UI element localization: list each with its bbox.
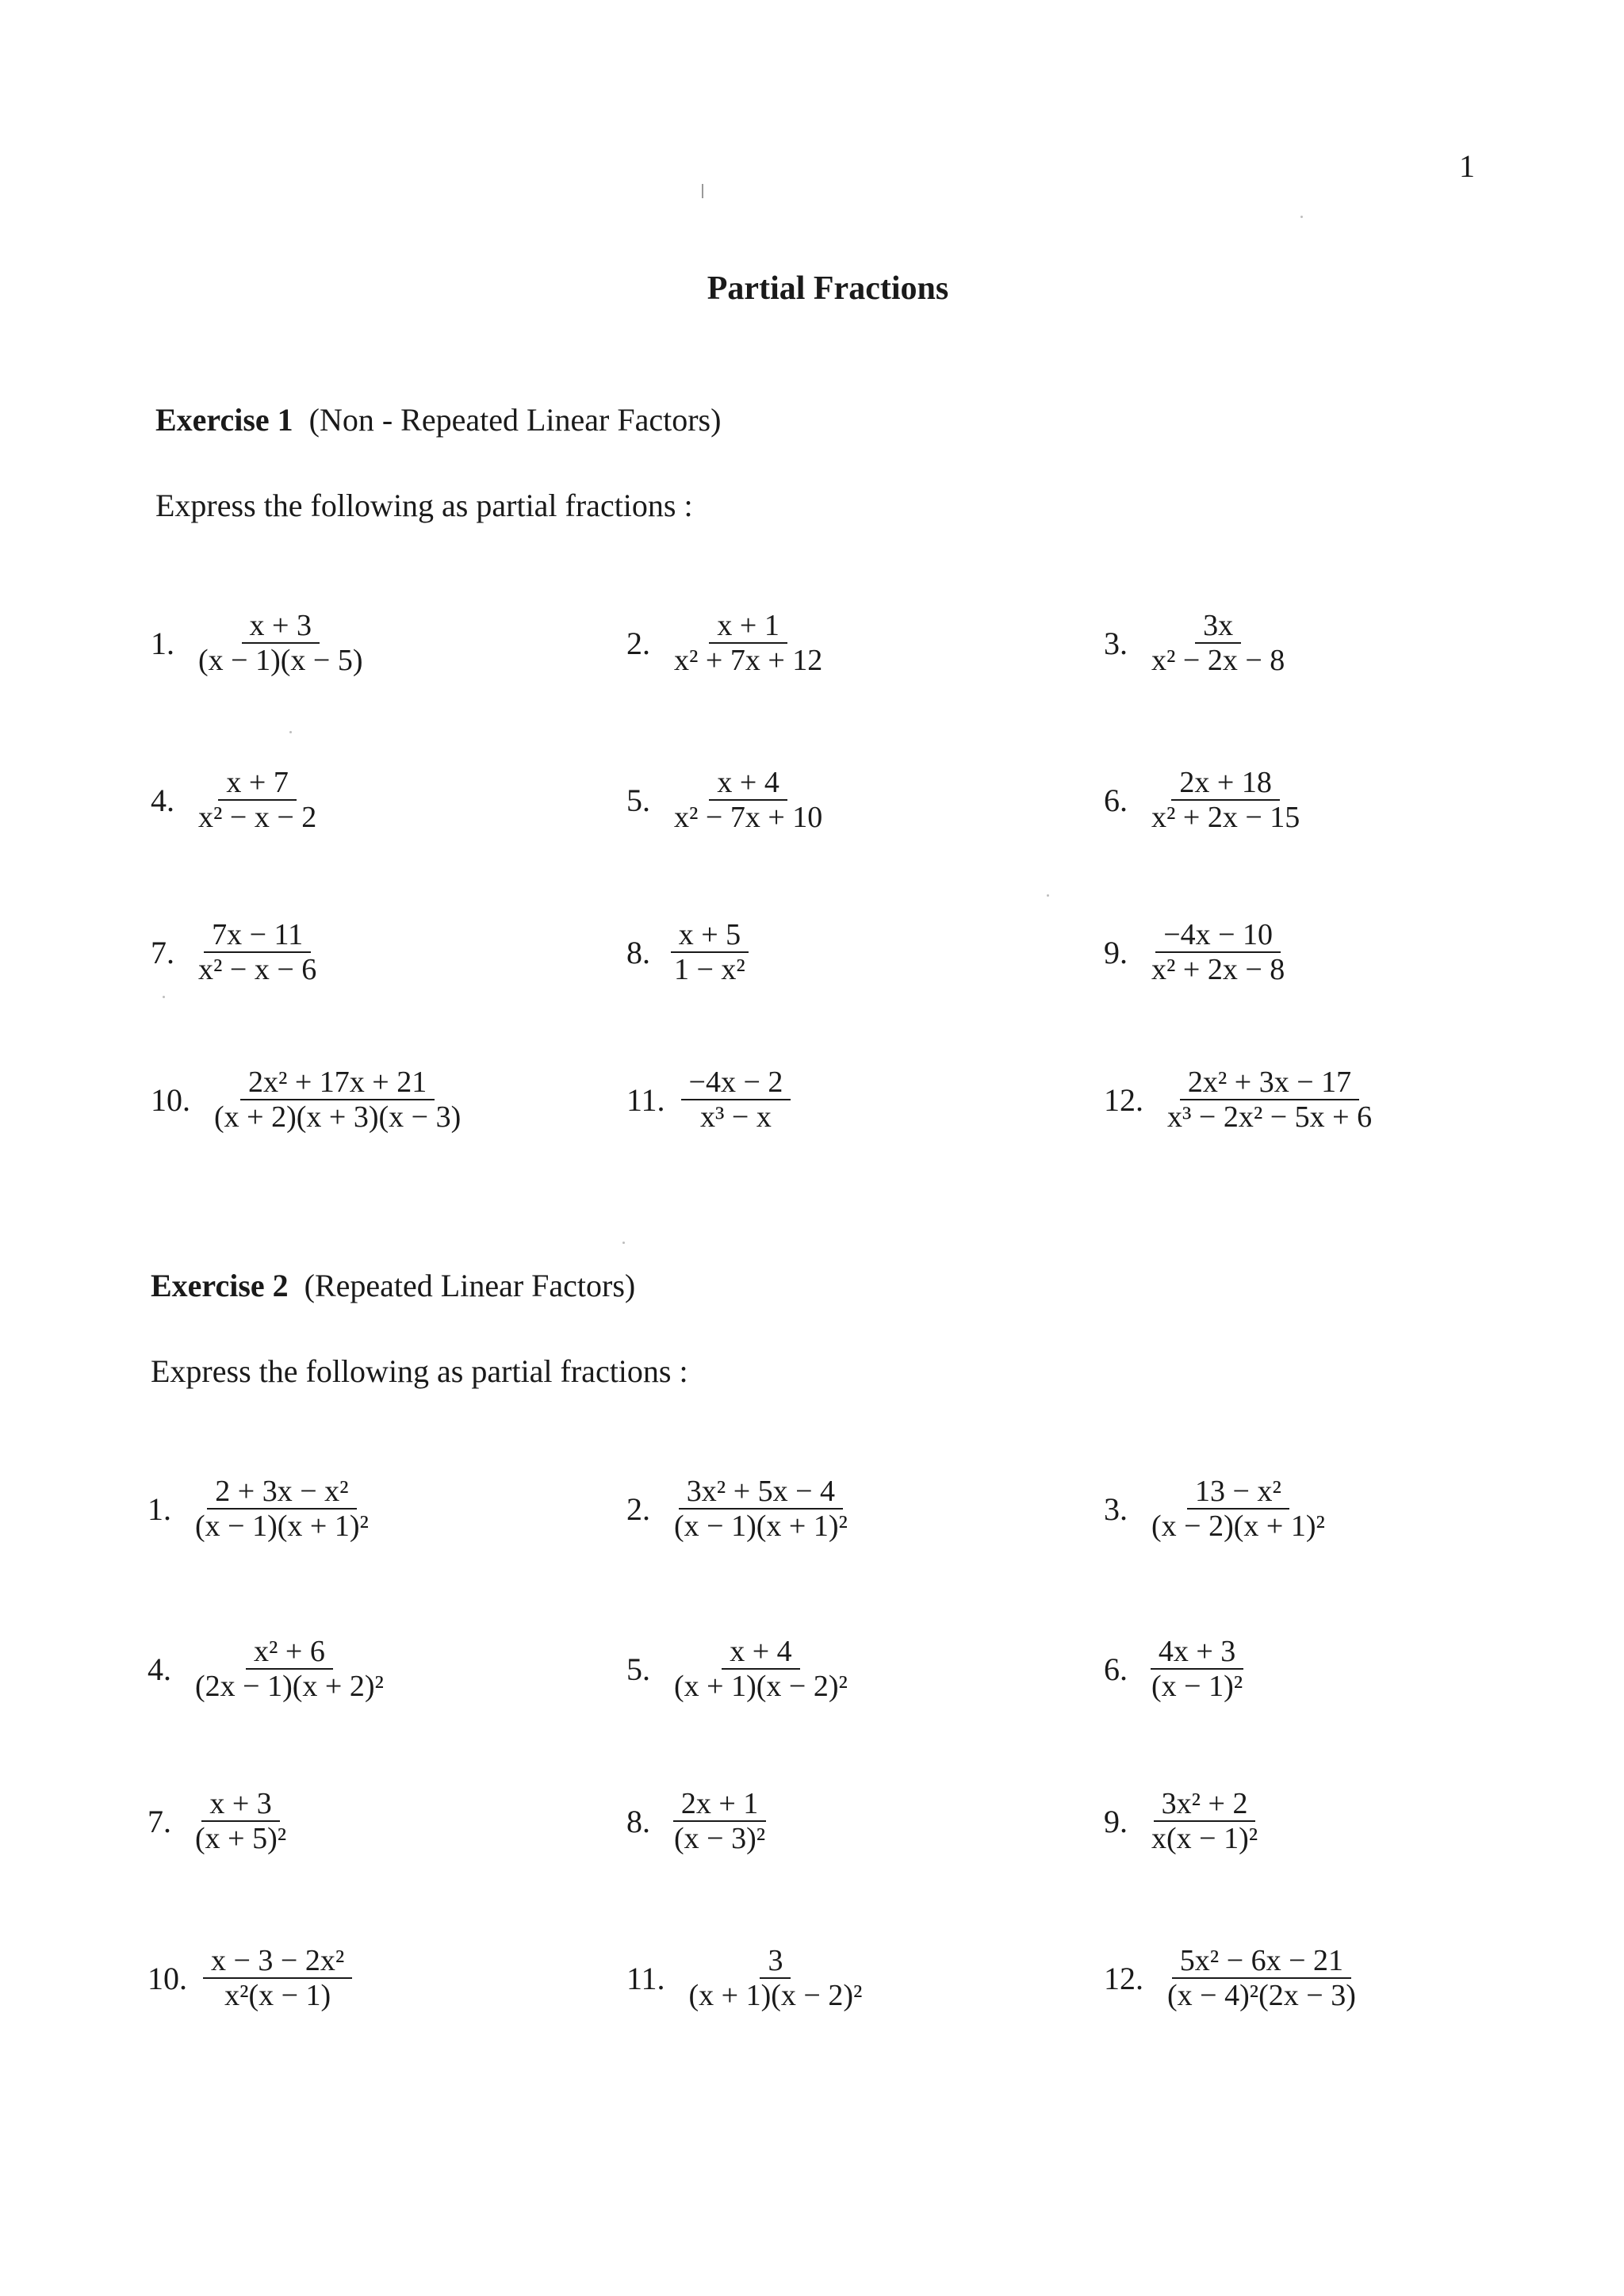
fraction [1143,767,1308,834]
problem-item [626,767,830,834]
fraction-denominator: x² − x − 6 [198,952,317,986]
problem-item [147,1946,352,2012]
problem-number: 10. [151,1082,190,1119]
problem-item [1104,1067,1380,1134]
fraction [1143,1476,1333,1543]
problem-number: 2. [626,1491,650,1528]
fraction-denominator: 1 − x² [674,952,745,986]
fraction-denominator: (x − 1)(x − 5) [198,643,363,677]
fraction-numerator: 2x + 1 [673,1789,766,1822]
fraction-numerator: 13 − x² [1187,1476,1289,1510]
fraction [190,610,370,677]
fraction [666,1636,856,1703]
problem-item [151,767,324,834]
fraction-denominator: (x + 2)(x + 3)(x − 3) [214,1100,462,1134]
fraction-numerator: x + 4 [722,1636,799,1670]
problem-number: 1. [151,626,174,662]
problem-item [147,1789,294,1855]
fraction-numerator: 2 + 3x − x² [207,1476,356,1510]
exercise-2-subtitle: (Repeated Linear Factors) [304,1268,636,1303]
fraction-numerator: x + 7 [218,767,296,801]
problem-number: 10. [147,1961,187,1997]
problem-number: 6. [1104,783,1128,819]
fraction [187,1636,392,1703]
problem-item [151,1067,469,1134]
fraction [190,920,324,986]
fraction [681,1946,871,2012]
fraction-denominator: x² + 2x − 8 [1151,952,1285,986]
problem-item [1104,920,1293,986]
fraction-denominator: (x − 2)(x + 1)² [1151,1509,1325,1543]
problem-item [626,920,753,986]
fraction [666,1476,856,1543]
fraction [1143,610,1293,677]
fraction-denominator: (x − 1)(x + 1)² [195,1509,369,1543]
fraction-numerator: −4x − 2 [681,1067,791,1100]
fraction [666,1789,773,1855]
problem-number: 2. [626,626,650,662]
problem-number: 3. [1104,626,1128,662]
fraction-numerator: 2x + 18 [1171,767,1279,801]
fraction-numerator: 3x² + 5x − 4 [679,1476,843,1510]
fraction [681,1067,791,1134]
fraction [1143,1789,1266,1855]
problem-number: 5. [626,1651,650,1688]
fraction-denominator: (x − 3)² [674,1821,766,1855]
fraction-denominator: (x − 4)²(2x − 3) [1167,1978,1356,2012]
fraction-numerator: 4x + 3 [1151,1636,1243,1670]
problem-number: 7. [147,1804,171,1840]
fraction [190,767,324,834]
problem-item [1104,1636,1251,1703]
exercise-1-subtitle: (Non - Repeated Linear Factors) [308,402,722,438]
problem-number: 11. [626,1082,665,1119]
problem-item [1104,1789,1266,1855]
fraction-denominator: x²(x − 1) [224,1978,331,2012]
fraction [666,767,830,834]
problem-number: 4. [147,1651,171,1688]
fraction-denominator: x³ − x [700,1100,772,1134]
problem-number: 5. [626,783,650,819]
fraction [187,1476,377,1543]
fraction-denominator: x² − 7x + 10 [674,800,823,834]
fraction-numerator: 5x² − 6x − 21 [1172,1946,1351,1979]
fraction [666,610,830,677]
exercise-2-heading [151,1267,635,1304]
exercise-2-label: Exercise 2 [151,1268,289,1303]
fraction-numerator: 7x − 11 [204,920,311,953]
fraction-numerator: x + 4 [709,767,787,801]
problem-item [626,1789,773,1855]
problem-number: 12. [1104,1961,1143,1997]
problem-number: 4. [151,783,174,819]
fraction-denominator: (x + 5)² [195,1821,287,1855]
fraction-numerator: 2x² + 17x + 21 [240,1067,435,1100]
fraction [1159,1067,1380,1134]
fraction [1143,920,1293,986]
problem-number: 9. [1104,1804,1128,1840]
scan-speck [622,1242,625,1244]
fraction [187,1789,294,1855]
scan-speck [163,996,165,998]
exercise-1-heading [155,401,721,438]
problem-item [147,1476,377,1543]
problem-number: 8. [626,935,650,971]
problem-number: 8. [626,1804,650,1840]
problem-item [626,1067,791,1134]
fraction-numerator: 2x² + 3x − 17 [1180,1067,1359,1100]
scan-mark [702,184,703,198]
problem-number: 3. [1104,1491,1128,1528]
page-number: 1 [1459,148,1475,184]
exercise-1-label: Exercise 1 [155,402,293,438]
fraction-numerator: x² + 6 [246,1636,333,1670]
problem-number: 1. [147,1491,171,1528]
problem-number: 12. [1104,1082,1143,1119]
problem-item [1104,767,1308,834]
problem-item [151,920,324,986]
fraction-numerator: x − 3 − 2x² [203,1946,352,1979]
problem-item [1104,1476,1333,1543]
problem-item [626,1636,856,1703]
problem-number: 7. [151,935,174,971]
page-title: Partial Fractions [707,270,949,307]
exercise-2-instruction: Express the following as partial fractions : [151,1353,688,1389]
problem-number: 6. [1104,1651,1128,1688]
fraction [1159,1946,1364,2012]
fraction-denominator: (2x − 1)(x + 2)² [195,1669,384,1703]
problem-item [151,610,370,677]
fraction-denominator: x³ − 2x² − 5x + 6 [1167,1100,1373,1134]
fraction-denominator: (x − 1)² [1151,1669,1243,1703]
fraction-numerator: x + 3 [201,1789,279,1822]
fraction [1143,1636,1251,1703]
fraction-numerator: x + 1 [709,610,787,644]
fraction-numerator: x + 5 [671,920,749,953]
problem-number: 9. [1104,935,1128,971]
problem-item [147,1636,392,1703]
fraction [666,920,753,986]
scan-speck [1300,216,1303,218]
fraction-denominator: x² − x − 2 [198,800,317,834]
fraction-denominator: x² + 2x − 15 [1151,800,1300,834]
exercise-1-instruction: Express the following as partial fractions : [155,488,693,523]
scan-speck [1047,894,1049,897]
fraction-numerator: x + 3 [242,610,320,644]
problem-number: 11. [626,1961,665,1997]
problem-item [1104,1946,1364,2012]
fraction [206,1067,469,1134]
fraction-denominator: x² + 7x + 12 [674,643,823,677]
problem-item [626,1946,870,2012]
problem-item [626,1476,856,1543]
fraction-numerator: 3x [1195,610,1241,644]
fraction [203,1946,352,2012]
fraction-denominator: (x − 1)(x + 1)² [674,1509,848,1543]
fraction-denominator: (x + 1)(x − 2)² [688,1978,863,2012]
fraction-denominator: x(x − 1)² [1151,1821,1258,1855]
fraction-denominator: (x + 1)(x − 2)² [674,1669,848,1703]
fraction-numerator: 3x² + 2 [1154,1789,1256,1822]
fraction-numerator: 3 [760,1946,791,1979]
problem-item [1104,610,1293,677]
problem-item [626,610,830,677]
fraction-numerator: −4x − 10 [1155,920,1281,953]
scan-speck [289,731,292,733]
fraction-denominator: x² − 2x − 8 [1151,643,1285,677]
